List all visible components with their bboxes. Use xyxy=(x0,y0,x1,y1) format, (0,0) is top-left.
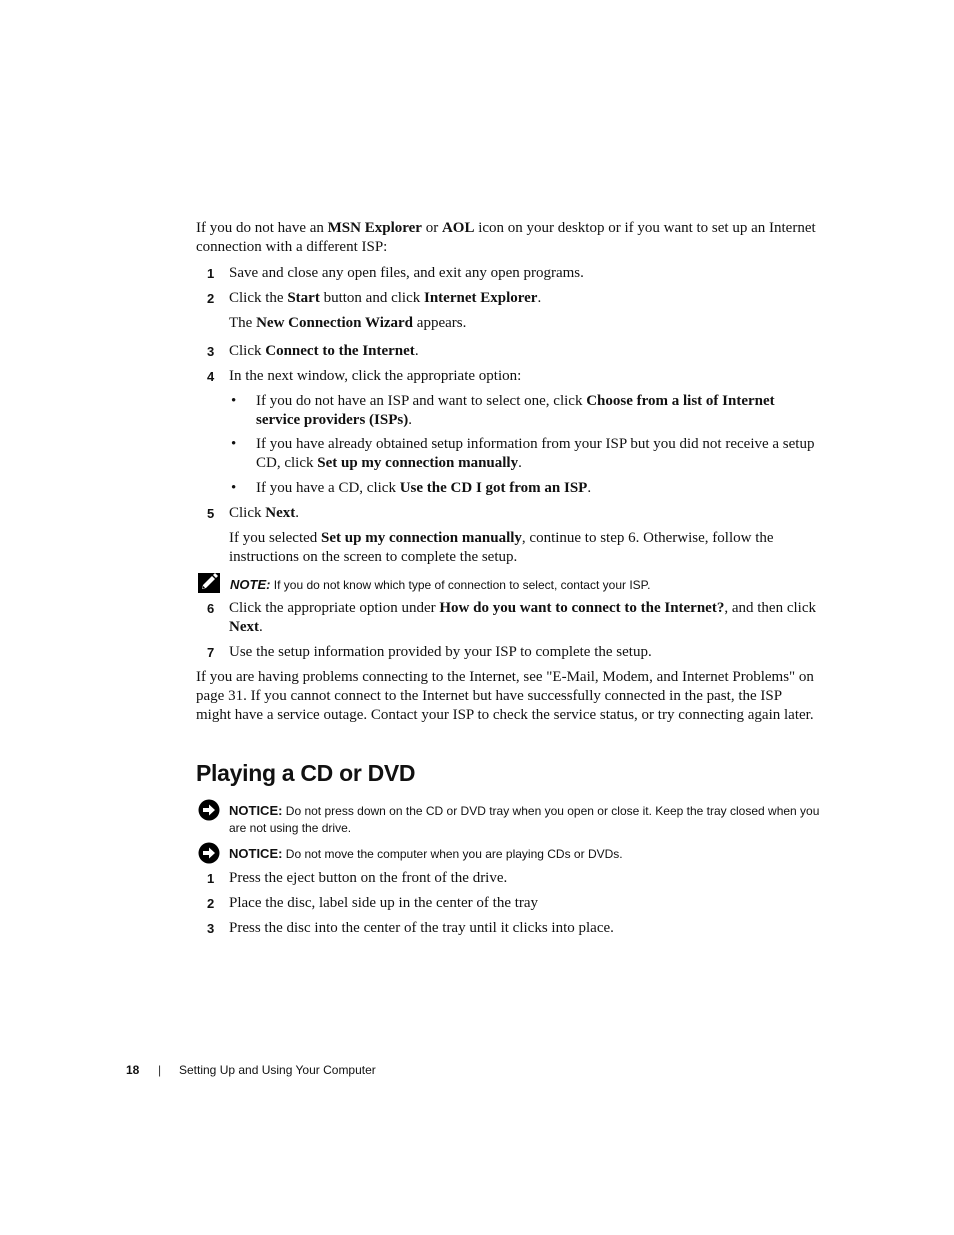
section-title: Playing a CD or DVD xyxy=(196,760,416,786)
notice-body: Do not move the computer when you are playing CDs or DVDs. xyxy=(282,847,623,861)
bullet-text xyxy=(256,435,816,473)
bullet-marker: • xyxy=(231,480,237,496)
step-number: 4 xyxy=(207,369,215,384)
intro-bold-msn: MSN Explorer xyxy=(327,220,422,236)
step-text xyxy=(229,599,819,637)
step-text-part: button and click xyxy=(319,290,424,306)
bullet-bold: Set up my connection manually xyxy=(317,455,519,471)
bullet-text-part: . xyxy=(408,412,412,428)
step-bold: Internet Explorer xyxy=(423,290,538,306)
note-body: If you do not know which type of connection to select, contact your ISP. xyxy=(270,578,651,592)
intro-text: icon on your desktop or if you want to set up an Internet connection with a different ISP: xyxy=(196,220,816,255)
step-text-part: Click the appropriate option under xyxy=(229,600,440,616)
problems-paragraph: If you are having problems connecting to the Internet, see "E-Mail, Modem, and Internet Problems" on page 31. If you cannot connect to the Internet but have successfully connected in the past, the ISP might have a service outage. Contact your ISP to check the service status, or try connecting again later. xyxy=(196,669,814,723)
step-bold: Start xyxy=(287,290,320,306)
step-number: 1 xyxy=(207,266,215,281)
bullet-text xyxy=(256,479,816,498)
step-number: 7 xyxy=(207,645,215,660)
bullet-text-part: . xyxy=(518,455,522,471)
step-text xyxy=(229,342,819,361)
intro-bold-aol: AOL xyxy=(441,220,475,236)
step-number: 6 xyxy=(207,601,215,616)
intro-text: or xyxy=(421,220,442,236)
footer-separator: | xyxy=(158,1063,162,1077)
step-text-part: . xyxy=(537,290,542,306)
step-text-part: Click xyxy=(229,343,266,359)
pencil-note-icon xyxy=(198,573,220,598)
step-bold: How do you want to connect to the Internet? xyxy=(439,600,725,616)
step-bold: Next xyxy=(265,505,296,521)
step-text-part: appears. xyxy=(413,315,467,331)
step-text xyxy=(229,504,819,523)
step-number: 3 xyxy=(207,921,215,936)
step-bold: Next xyxy=(229,619,259,635)
step-text-part: Click xyxy=(229,505,266,521)
bullet-bold: Use the CD I got from an ISP xyxy=(399,480,588,496)
intro-paragraph xyxy=(196,219,816,257)
notice-label: NOTICE: xyxy=(229,803,283,818)
step-text-part: Click the xyxy=(229,290,288,306)
bullet-text-part: If you have already obtained setup information from your ISP but you did not receive a setup CD, click xyxy=(256,436,815,471)
page-number: 18 xyxy=(126,1063,140,1077)
bullet-text-part: If you do not have an ISP and want to select one, click xyxy=(256,393,587,409)
step-number: 2 xyxy=(207,896,215,911)
bullet-text xyxy=(256,392,816,430)
arrow-notice-icon xyxy=(198,799,220,826)
arrow-notice-icon xyxy=(198,842,220,869)
step-text: In the next window, click the appropriate option: xyxy=(229,368,522,384)
step-bold: Set up my connection manually xyxy=(321,530,522,546)
notice-text xyxy=(229,845,821,863)
bullet-marker: • xyxy=(231,393,237,409)
step-text-part: , and then click xyxy=(724,600,816,616)
step-text: Press the disc into the center of the tray until it clicks into place. xyxy=(229,920,614,936)
bullet-text-part: If you have a CD, click xyxy=(256,480,400,496)
bullet-bold: Choose from a list of Internet service providers (ISPs) xyxy=(256,393,775,428)
step-text-part: . xyxy=(295,505,299,521)
step-number: 5 xyxy=(207,506,215,521)
footer-chapter: Setting Up and Using Your Computer xyxy=(179,1063,376,1077)
step-text: Press the eject button on the front of the drive. xyxy=(229,870,508,886)
step-bold: Connect to the Internet xyxy=(265,343,415,359)
step-bold: New Connection Wizard xyxy=(256,315,414,331)
step-number: 3 xyxy=(207,344,215,359)
bullet-marker: • xyxy=(231,436,237,452)
step-text: Place the disc, label side up in the center of the tray xyxy=(229,895,539,911)
intro-text: If you do not have an xyxy=(196,220,328,236)
step-subtext xyxy=(229,314,819,333)
step-text xyxy=(229,289,819,308)
step-text-part: If you selected xyxy=(229,530,322,546)
step-text-part: . xyxy=(259,619,263,635)
notice-text xyxy=(229,802,821,837)
bullet-text-part: . xyxy=(587,480,592,496)
notice-label: NOTICE: xyxy=(229,846,283,861)
step-number: 1 xyxy=(207,871,215,886)
note-label: NOTE: xyxy=(230,577,271,592)
step-text-part: The xyxy=(229,315,257,331)
notice-body: Do not press down on the CD or DVD tray when you open or close it. Keep the tray closed when you are not using the drive. xyxy=(229,804,820,835)
step-text-part: , continue to step 6. Otherwise, follow the instructions on the screen to complete the setup. xyxy=(229,530,774,565)
step-subtext xyxy=(229,529,819,567)
step-number: 2 xyxy=(207,291,215,306)
note-text xyxy=(230,576,820,594)
step-text: Save and close any open files, and exit any open programs. xyxy=(229,265,584,281)
step-text: Use the setup information provided by your ISP to complete the setup. xyxy=(229,644,652,660)
step-text-part: . xyxy=(414,343,419,359)
